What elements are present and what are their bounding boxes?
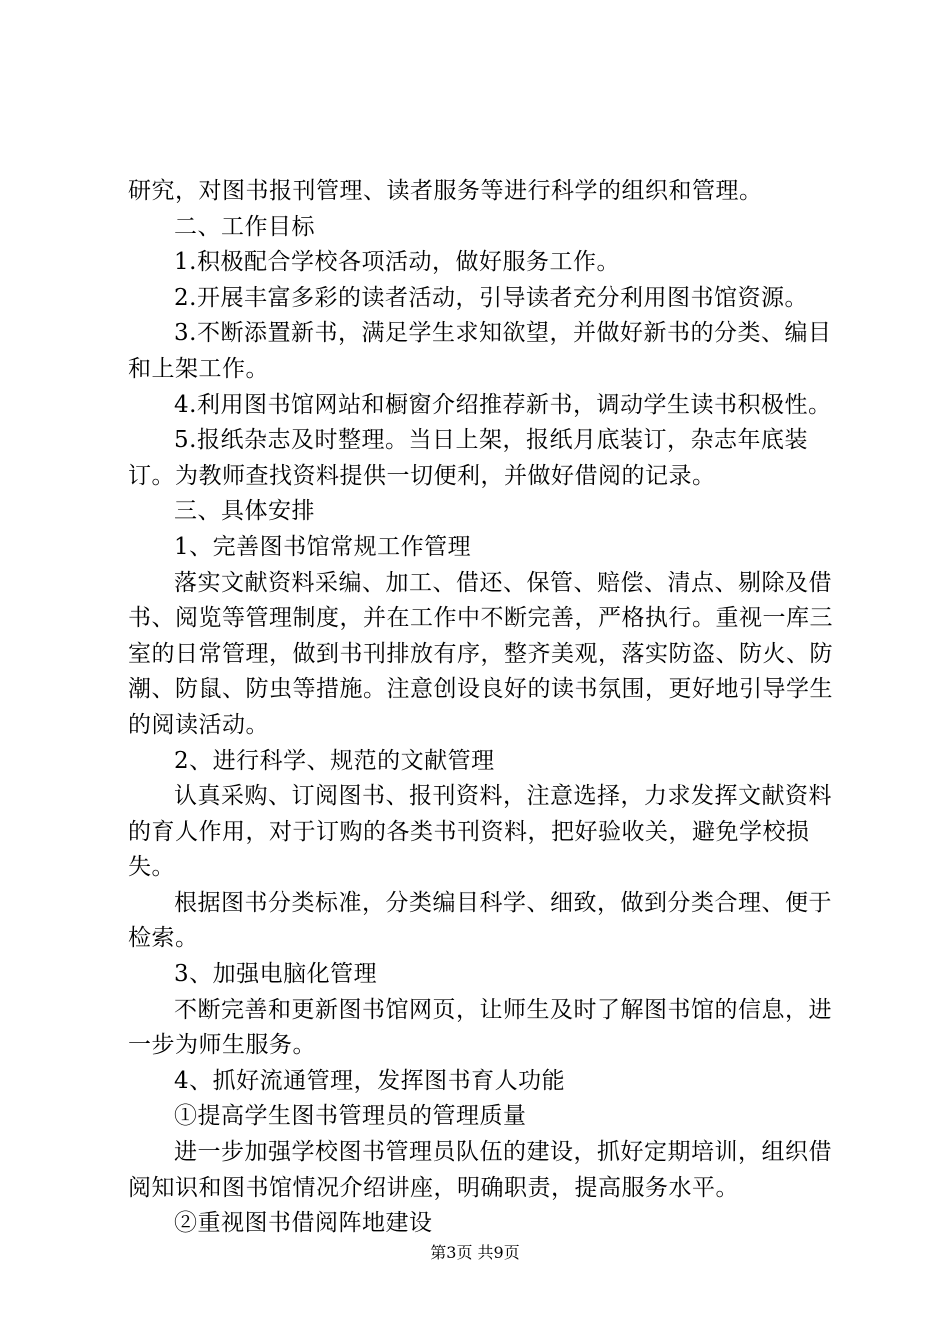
paragraph: 1、完善图书馆常规工作管理 [174,533,472,560]
paragraph: 5.报纸杂志及时整理。当日上架，报纸月底装订，杂志年底装订。为教师查找资料提供一切便利，并做好借阅的记录。 [128,427,808,489]
paragraph: 2、进行科学、规范的文献管理 [174,747,495,774]
paragraph: 1.积极配合学校各项活动，做好服务工作。 [174,249,620,276]
paragraph: 不断完善和更新图书馆网页，让师生及时了解图书馆的信息，进一步为师生服务。 [128,996,832,1059]
paragraph: 二、工作目标 [174,213,315,240]
paragraph: 3、加强电脑化管理 [174,961,378,988]
paragraph: 2.开展丰富多彩的读者活动，引导读者充分利用图书馆资源。 [174,284,808,311]
paragraph: 根据图书分类标准，分类编目科学、细致，做到分类合理、便于检索。 [128,889,832,952]
page-footer: 第3页 共9页 [430,1243,520,1262]
paragraph: ②重视图书借阅阵地建设 [174,1210,433,1237]
paragraph: 4.利用图书馆网站和橱窗介绍推荐新书，调动学生读书积极性。 [174,391,832,418]
paragraph: 落实文献资料采编、加工、借还、保管、赔偿、清点、剔除及借书、阅览等管理制度，并在工作中不断完善，严格执行。重视一库三室的日常管理，做到书刊排放有序，整齐美观，落实防盗、防火、防潮、防鼠、防虫等措施。注意创设良好的读书氛围，更好地引导学生的阅读活动。 [128,569,833,738]
paragraph: 三、具体安排 [174,498,315,525]
paragraph: 研究，对图书报刊管理、读者服务等进行科学的组织和管理。 [128,178,763,204]
paragraph: 认真采购、订阅图书、报刊资料，注意选择，力求发挥文献资料的育人作用，对于订购的各类书刊资料，把好验收关，避免学校损失。 [128,783,832,881]
document-body [128,174,848,1242]
paragraph: 3.不断添置新书，满足学生求知欲望，并做好新书的分类、编目和上架工作。 [128,320,832,382]
paragraph: 进一步加强学校图书管理员队伍的建设，抓好定期培训，组织借阅知识和图书馆情况介绍讲座，明确职责，提高服务水平。 [128,1139,832,1201]
paragraph: 4、抓好流通管理，发挥图书育人功能 [174,1067,566,1094]
paragraph: ①提高学生图书管理员的管理质量 [174,1103,527,1130]
